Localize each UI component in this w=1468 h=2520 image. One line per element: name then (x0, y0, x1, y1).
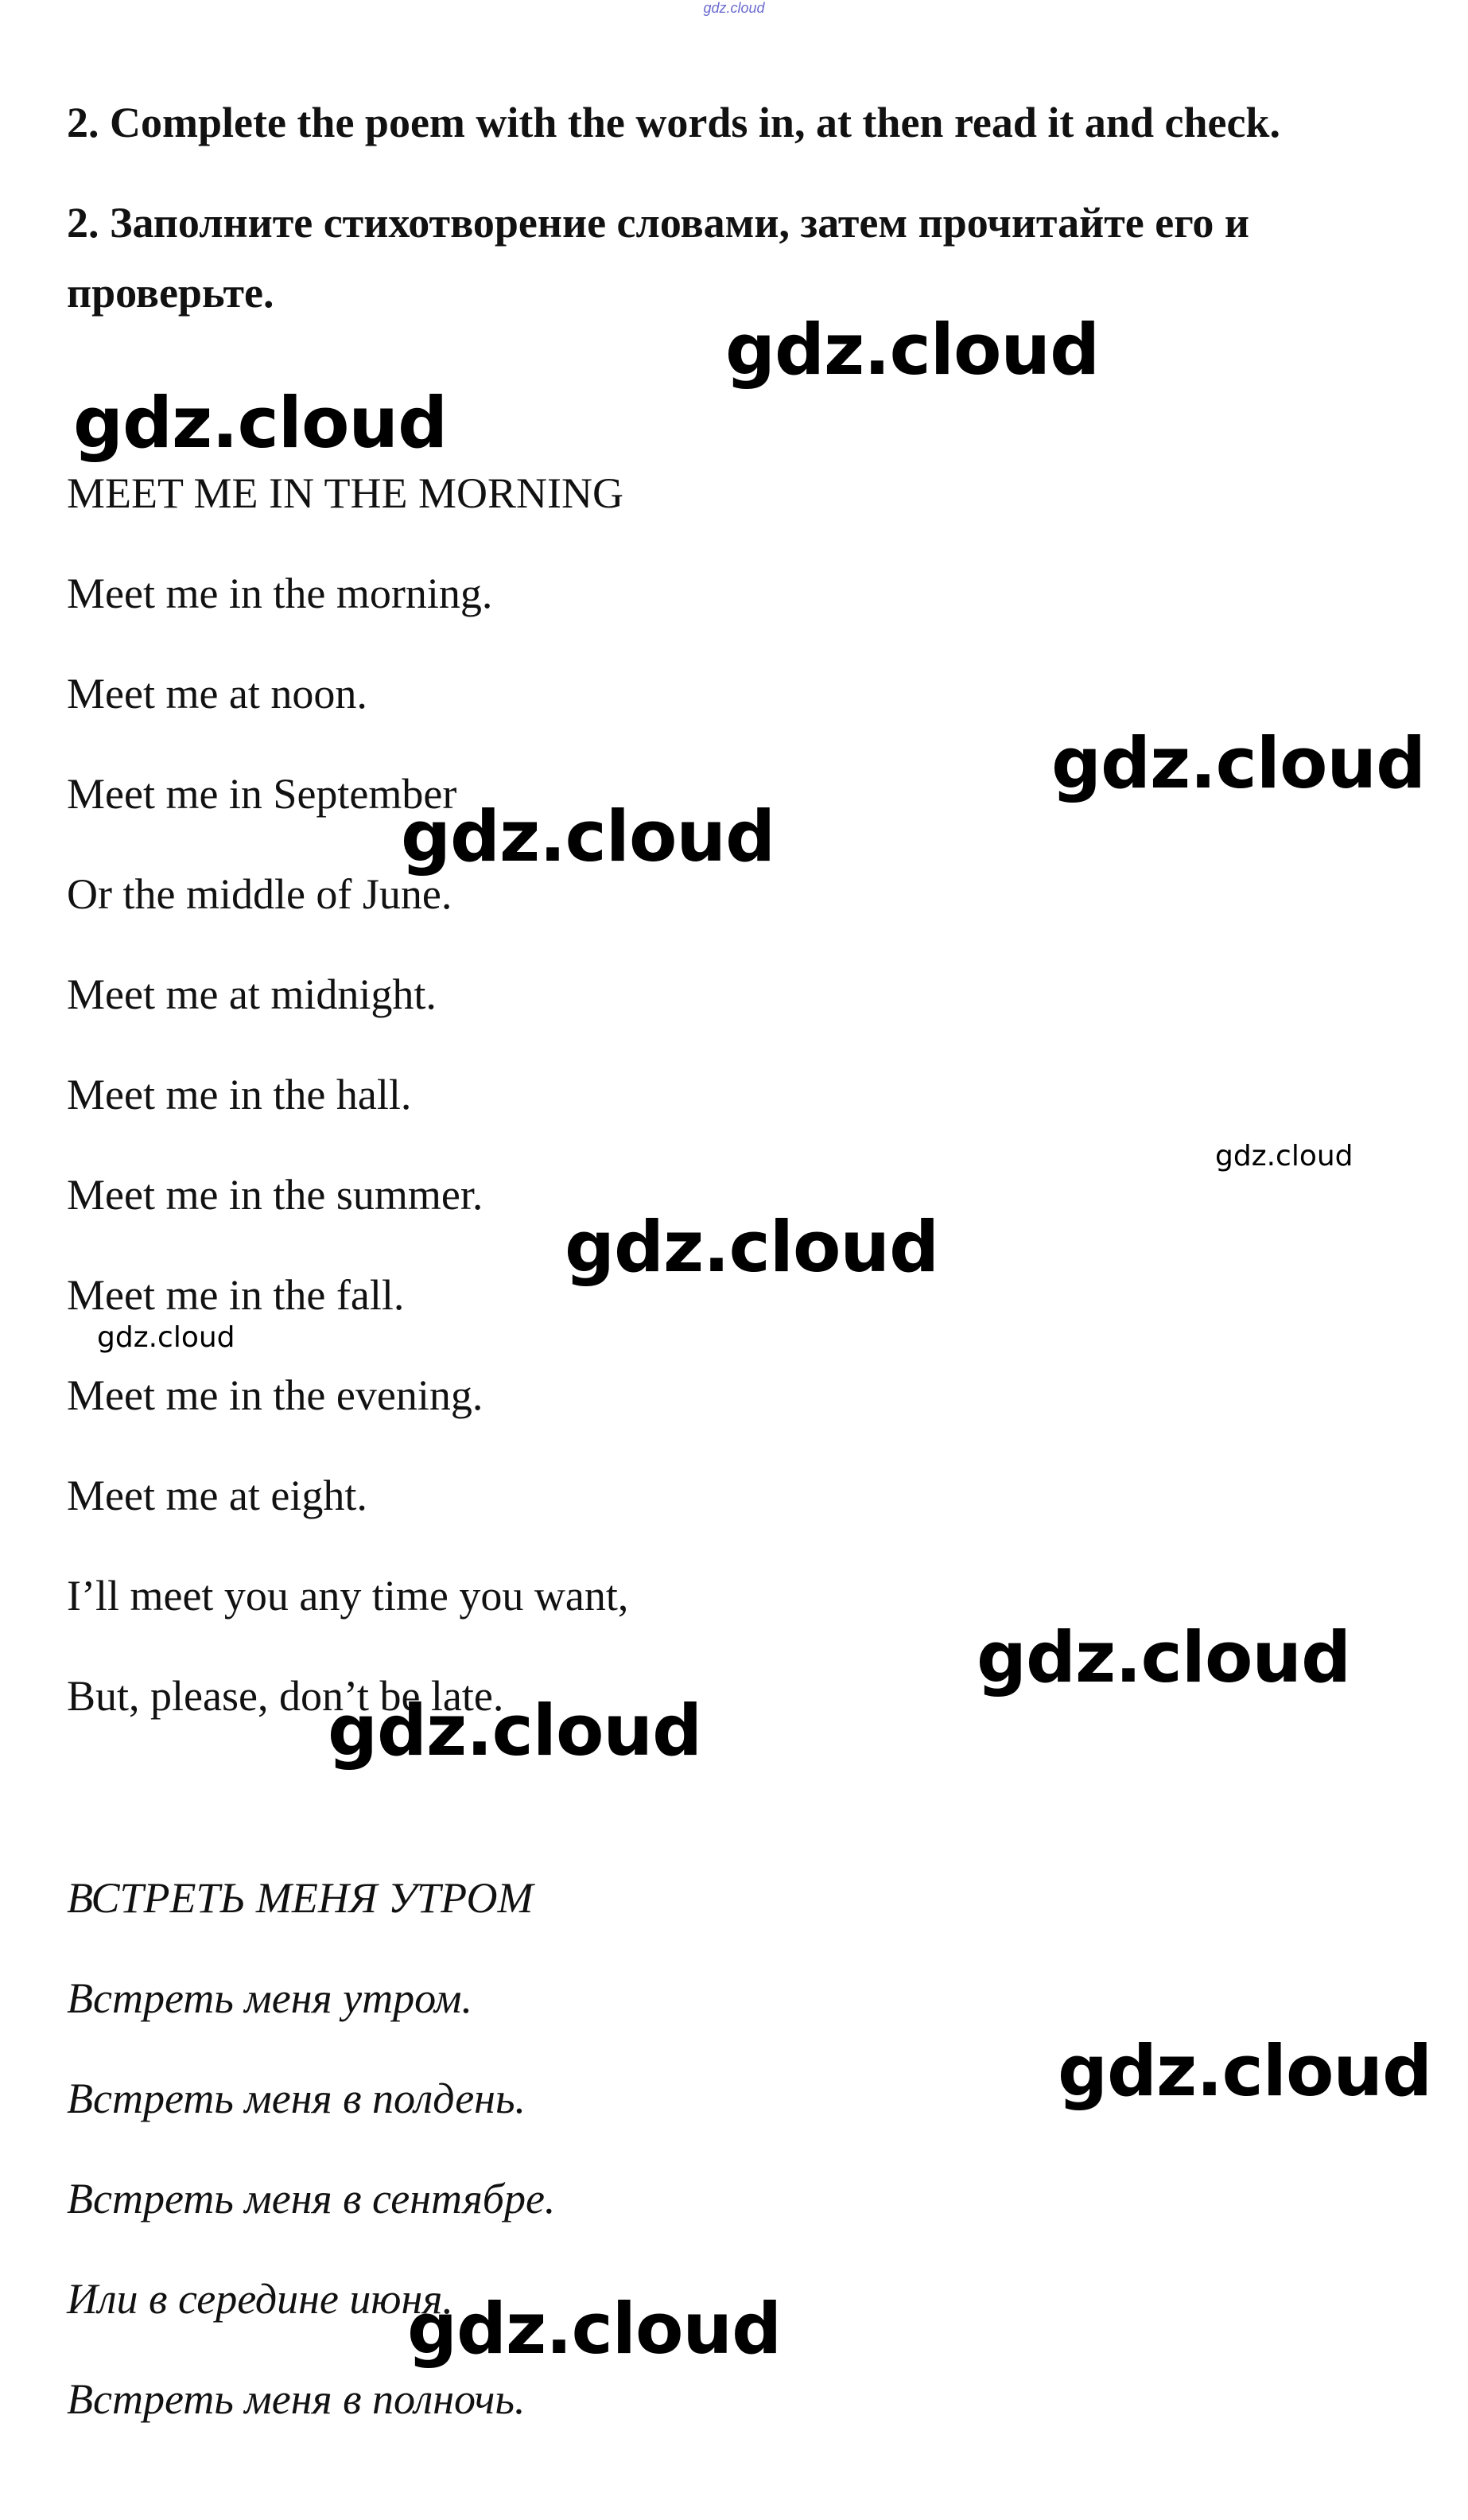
watermark: gdz.cloud (725, 309, 1100, 391)
poem-line: Meet me in the fall. (67, 1271, 405, 1319)
poem-line: Meet me in the hall. (67, 1071, 412, 1118)
watermark: gdz.cloud (1058, 2030, 1432, 2112)
poem-line: Meet me in the evening. (67, 1371, 484, 1419)
poem-line: Meet me in the summer. (67, 1171, 484, 1219)
watermark: gdz.cloud (407, 2288, 782, 2370)
poem-title-russian: ВСТРЕТЬ МЕНЯ УТРОМ (67, 1874, 534, 1922)
poem-line: Meet me in the morning. (67, 570, 493, 617)
poem-line: Meet me in September (67, 770, 457, 818)
watermark: gdz.cloud (977, 1616, 1351, 1698)
poem-line: Or the middle of June. (67, 870, 452, 918)
watermark: gdz.cloud (1051, 722, 1426, 804)
poem-line-russian: Встреть меня в сентябре. (67, 2175, 556, 2222)
poem-line-russian: Встреть меня в полдень. (67, 2075, 526, 2122)
poem-line: I’ll meet you any time you want, (67, 1572, 629, 1620)
poem-line-russian: Или в середине июня. (67, 2275, 453, 2323)
task-heading-english: 2. Complete the poem with the words in, at then read it and check. (67, 99, 1280, 146)
top-watermark: gdz.cloud (703, 0, 765, 16)
poem-line-russian: Встреть меня в полночь. (67, 2375, 526, 2423)
poem-line: Meet me at eight. (67, 1472, 367, 1519)
watermark: gdz.cloud (73, 382, 448, 464)
watermark: gdz.cloud (97, 1321, 235, 1354)
poem-line: Meet me at noon. (67, 670, 367, 718)
watermark: gdz.cloud (1215, 1140, 1353, 1172)
watermark: gdz.cloud (565, 1206, 939, 1288)
watermark: gdz.cloud (328, 1690, 702, 1771)
watermark: gdz.cloud (401, 795, 775, 877)
poem-line: But, please, don’t be late. (67, 1672, 504, 1720)
poem-line-russian: Встреть меня утром. (67, 1974, 472, 2022)
task-heading-russian: 2. Заполните стихотворение словами, затем прочитайте его и проверьте. (67, 199, 1249, 317)
poem-line: Meet me at midnight. (67, 970, 437, 1018)
poem-title-english: MEET ME IN THE MORNING (67, 469, 623, 517)
